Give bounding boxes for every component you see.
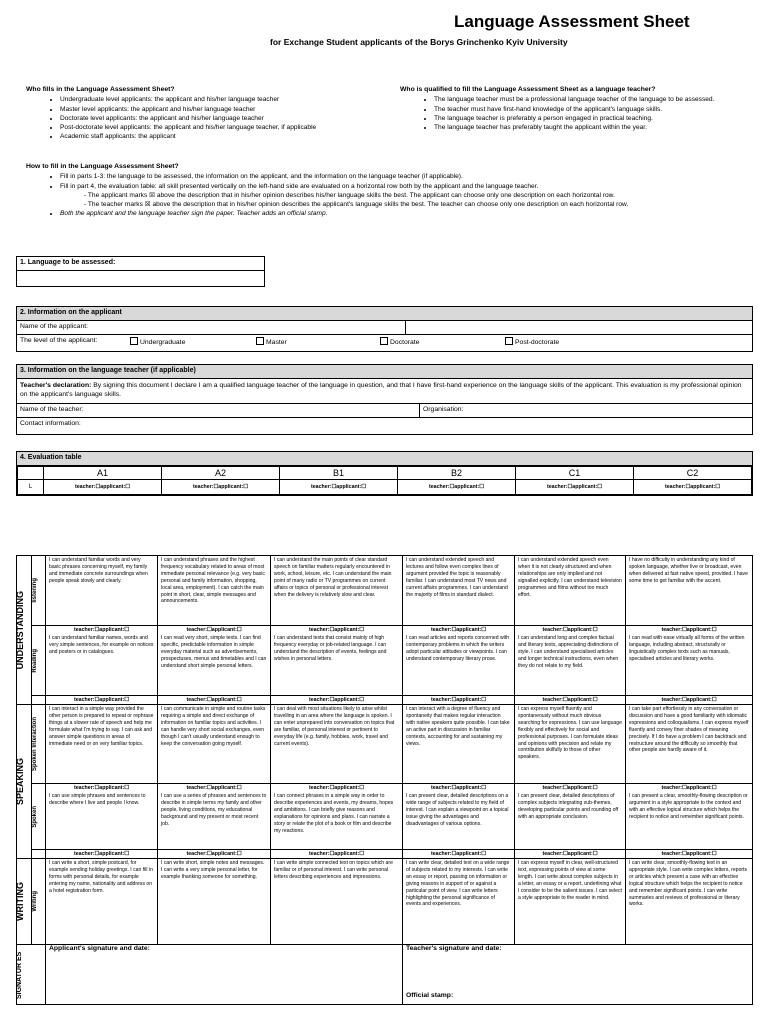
descriptor-cell: I can write clear, smoothly-flowing text in an appropriate style. I can write complex letters, reports or articles which present a case with an effective logical structure which helps the recipient to notice and remember significant points. I can write summaries and reviews of professional or literary works.: [626, 859, 753, 945]
tick-cell[interactable]: teacher:☐applicant:☐: [634, 480, 752, 495]
list-item: • The language teacher must be a professional language teacher of the language to be assessed.: [434, 95, 745, 104]
contact-label: Contact information:: [20, 420, 81, 427]
tick-label[interactable]: teacher:☐applicant:☐: [308, 785, 365, 791]
descriptor-cell: teacher:☐applicant:☐ I can understand familiar names, words and very simple sentences, for example on notices and posters or in catalogues.: [46, 626, 158, 696]
evaluation-section: [16, 451, 753, 496]
tick-label[interactable]: teacher:☐applicant:☐: [46, 850, 158, 859]
tick-label[interactable]: teacher:☐applicant:☐: [542, 627, 598, 633]
contact-row: [17, 418, 752, 432]
list-item: • Academic staff applicants: the applicant: [60, 132, 391, 141]
list-item: • Master level applicants: the applicant and his/her language teacher: [60, 105, 391, 114]
tick-label[interactable]: teacher:☐applicant:☐: [271, 696, 403, 705]
descriptor-cell: teacher:☐applicant:☐ I can present clear, detailed descriptions on a wide range of subjects related to my field of interest. I can explain a viewpoint on a topical issue giving the advantages and disadvantages of various options.: [403, 784, 515, 850]
descriptor-cell: I can understand the main points of clear standard speech on familiar matters regularly encountered in work, school, leisure, etc. I can understand the main point of many radio or TV programmes on current affairs or topics of personal or professional interest when the delivery is relatively slow and clear.: [271, 556, 403, 626]
list-item: • Fill in part 4, the evaluation table: all skill presented vertically on the left-hand side are evaluated on a horizontal row both by the applicant and the language teacher.: [60, 182, 746, 191]
official-stamp-label: Official stamp:: [406, 992, 454, 1000]
group-speaking: SPEAKING: [17, 705, 32, 859]
teacher-declaration-row: [17, 379, 752, 404]
list-item: • Doctorate level applicants: the applicant and his/her language teacher: [60, 114, 391, 123]
tick-label[interactable]: teacher:☐applicant:☐: [626, 850, 753, 859]
blank-cell: [18, 467, 44, 480]
descriptor-cell: I can express myself fluently and spontaneously without much obvious searching for expressions. I can use language flexibly and effectively for social and professional purposes. I can formulate ideas and opinions with precision and relate my contribution skilfully to those of other speakers.: [515, 705, 626, 784]
list-item: • The language teacher has preferably taught the applicant within the year.: [434, 123, 745, 132]
descriptor-cell: I can communicate in simple and routine tasks requiring a simple and direct exchange of information on familiar topics and activities. I can handle very short social exchanges, even though I can't usually understand enough to keep the conversation going myself.: [158, 705, 271, 784]
document-subtitle: for Exchange Student applicants of the Borys Grinchenko Kyiv University: [270, 37, 568, 47]
descriptor-cell: I can write clear, detailed text on a wide range of subjects related to my interests. I can write an essay or report, passing on information or giving reasons in support of or against a particular point of view. I can write letters highlighting the personal significance of events and experiences.: [403, 859, 515, 945]
blank-cell: [32, 696, 46, 705]
level-option-master[interactable]: Master: [255, 337, 287, 346]
blank-cell: [32, 850, 46, 859]
descriptor-cell: I can understand familiar words and very basic phrases concerning myself, my family and immediate concrete surroundings when people speak slowly and clearly.: [46, 556, 158, 626]
teacher-signature-label: Teacher's signature and date:: [406, 945, 502, 952]
level-option-doctorate[interactable]: Doctorate: [379, 337, 419, 346]
descriptor-cell: I can deal with most situations likely to arise whilst travelling in an area where the language is spoken. I can enter unprepared into conversation on topics that are familiar, of personal interest or pertinent to everyday life (e.g. family, hobbies, work, travel and current events).: [271, 705, 403, 784]
tick-label[interactable]: teacher:☐applicant:☐: [403, 696, 515, 705]
skill-spoken-production: Spoken: [32, 784, 46, 850]
teacher-signature-field[interactable]: [403, 945, 753, 1005]
applicant-heading: 2. Information on the applicant: [17, 307, 752, 321]
row-marker: L: [18, 480, 44, 495]
tick-cell[interactable]: teacher:☐applicant:☐: [516, 480, 634, 495]
how-to-heading: How to fill in the Language Assessment Sheet?: [26, 163, 179, 170]
descriptor-cell: I can write short, simple notes and messages. I can write a very simple personal letter, for example thanking someone for something.: [158, 859, 271, 945]
descriptor-cell: teacher:☐applicant:☐ I can read articles and reports concerned with contemporary problems in which the writers adopt particular attitudes or viewpoints. I can understand contemporary literary prose.: [403, 626, 515, 696]
level-option-post-doctorate[interactable]: Post-doctorate: [504, 337, 559, 346]
descriptor-cell: teacher:☐applicant:☐ I can understand long and complex factual and literary texts, appreciating distinctions of style. I can understand specialised articles and longer technical instructions, even when they do not relate to my field.: [515, 626, 626, 696]
group-signatures: SIGNATUR ES: [17, 945, 46, 1005]
descriptor-cell: I can understand phrases and the highest frequency vocabulary related to areas of most immediate personal relevance (e.g. very basic personal and family information, shopping, local area, employment). I can catch the main point in short, clear, simple messages and announcements.: [158, 556, 271, 626]
checkbox[interactable]: [130, 337, 138, 345]
language-heading: 1. Language to be assessed:: [17, 257, 264, 271]
tick-cell[interactable]: teacher:☐applicant:☐: [280, 480, 398, 495]
descriptor-cell: I have no difficulty in understanding any kind of spoken language, whether live or broadcast, even when delivered at fast native speed, provided. I have some time to get familiar with the accent.: [626, 556, 753, 626]
tick-label[interactable]: teacher:☐applicant:☐: [186, 785, 242, 791]
applicant-signature-field[interactable]: [46, 945, 403, 1005]
descriptor-cell: I can understand extended speech and lectures and follow even complex lines of argument provided the topic is reasonably familiar. I can understand most TV news and current affairs programmes. I can understand the majority of films in standard dialect.: [403, 556, 515, 626]
who-qualified-section: [400, 85, 745, 132]
descriptor-cell: teacher:☐applicant:☐ I can use simple phrases and sentences to describe where I live and people I know.: [46, 784, 158, 850]
level-a2: A2: [162, 467, 280, 480]
organisation-label: Organisation:: [419, 404, 463, 417]
tick-label[interactable]: teacher:☐applicant:☐: [158, 850, 271, 859]
teacher-name-row: [17, 404, 752, 418]
level-b2: B2: [398, 467, 516, 480]
teacher-name-label: Name of the teacher:: [20, 406, 84, 413]
list-item: • Fill in parts 1-3: the language to be assessed, the information on the applicant, and the information on the language teacher (if applicable).: [60, 172, 746, 181]
tick-label[interactable]: teacher:☐applicant:☐: [271, 850, 403, 859]
group-writing: WRITING: [17, 859, 32, 945]
level-c1: C1: [516, 467, 634, 480]
level-c2: C2: [634, 467, 752, 480]
descriptor-cell: teacher:☐applicant:☐ I can present clear, detailed descriptions of complex subjects integrating sub-themes, developing particular points and rounding off with an appropriate conclusion.: [515, 784, 626, 850]
descriptor-cell: teacher:☐applicant:☐ I can read with ease virtually all forms of the written language, including abstract, structurally or linguistically complex texts such as manuals, specialised articles and literary works.: [626, 626, 753, 696]
descriptor-cell: teacher:☐applicant:☐ I can use a series of phrases and sentences to describe in simple terms my family and other people, living conditions, my educational background and my present or most recent job.: [158, 784, 271, 850]
tick-label[interactable]: teacher:☐applicant:☐: [661, 627, 717, 633]
applicant-section: [16, 306, 753, 352]
tick-label[interactable]: teacher:☐applicant:☐: [626, 696, 753, 705]
skill-reading: Reading: [32, 626, 46, 696]
tick-label[interactable]: teacher:☐applicant:☐: [46, 696, 158, 705]
list-item: • The teacher must have first-hand knowledge of the applicant's language skills.: [434, 105, 745, 114]
skill-spoken-interaction: Spoken Interaction: [32, 705, 46, 784]
checkbox[interactable]: [256, 337, 264, 345]
tick-label[interactable]: teacher:☐applicant:☐: [542, 785, 598, 791]
teacher-section: [16, 364, 753, 435]
descriptor-cell: teacher:☐applicant:☐ I can read very short, simple texts. I can find specific, predictable information in simple everyday material such as advertisements, prospectuses, menus and timetables and I can understand short simple personal letters.: [158, 626, 271, 696]
descriptor-cell: teacher:☐applicant:☐ I can present a clear, smoothly-flowing description or argument in a style appropriate to the context and with an effective logical structure which helps the recipient to notice and remember significant points.: [626, 784, 753, 850]
evaluation-grid: [16, 555, 753, 1005]
skill-writing: Writing: [32, 859, 46, 945]
evaluation-levels: [17, 466, 752, 495]
tick-cell[interactable]: teacher:☐applicant:☐: [398, 480, 516, 495]
sign-instruction: • Both the applicant and the language teacher sign the paper. Teacher adds an official stamp.: [60, 209, 746, 218]
level-a1: A1: [44, 467, 162, 480]
who-fills-heading: Who fills in the Language Assessment Sheet?: [26, 86, 175, 93]
checkbox[interactable]: [505, 337, 513, 345]
descriptor-cell: I can express myself in clear, well-structured text, expressing points of view at some length. I can write about complex subjects in a letter, an essay or a report, underlining what I consider to be the salient issues. I can select a style appropriate to the reader in mind.: [515, 859, 626, 945]
applicant-name-row: [17, 321, 752, 335]
descriptor-cell: teacher:☐applicant:☐ I can connect phrases in a simple way in order to describe experiences and events, my dreams, hopes and ambitions. I can briefly give reasons and explanations for opinions and plans. I can narrate a story or relate the plot of a book or film and describe my reactions.: [271, 784, 403, 850]
list-item: • Undergraduate level applicants: the applicant and his/her language teacher: [60, 95, 391, 104]
level-option-undergraduate[interactable]: Undergraduate: [129, 337, 185, 346]
list-item: • The language teacher is preferably a person engaged in practical teaching.: [434, 114, 745, 123]
descriptor-cell: teacher:☐applicant:☐ I can understand texts that consist mainly of high frequency everyday or job-related language. I can understand the description of events, feelings and wishes in personal letters.: [271, 626, 403, 696]
tick-label[interactable]: teacher:☐applicant:☐: [73, 627, 130, 633]
level-b1: B1: [280, 467, 398, 480]
descriptor-cell: I can take part effortlessly in any conversation or discussion and have a good familiarity with idiomatic expressions and colloquialisms. I can express myself fluently and convey finer shades of meaning precisely. If I do have a problem I can backtrack and restructure around the difficulty so smoothly that other people are hardly aware of it.: [626, 705, 753, 784]
tick-label[interactable]: teacher:☐applicant:☐: [158, 696, 271, 705]
tick-label[interactable]: teacher:☐applicant:☐: [308, 627, 365, 633]
descriptor-cell: I can interact in a simple way provided the other person is prepared to repeat or rephrase things at a slower rate of speech and help me formulate what I'm trying to say. I can ask and answer simple questions in areas of immediate need or on very familiar topics.: [46, 705, 158, 784]
tick-label[interactable]: teacher:☐applicant:☐: [403, 850, 515, 859]
applicant-signature-label: Applicant's signature and date:: [49, 945, 150, 952]
tick-cell[interactable]: teacher:☐applicant:☐: [162, 480, 280, 495]
who-fills-section: [26, 85, 391, 142]
divider: [405, 321, 406, 334]
applicant-instruction: - The applicant marks ☒ above the description that in his/her opinion describes his/her language skills the best. The applicant can choose only one description on each horizontal row.: [84, 191, 615, 199]
teacher-heading: 3. Information on the language teacher (if applicable): [17, 365, 752, 379]
evaluation-heading: 4. Evaluation table: [17, 452, 752, 466]
tick-label[interactable]: teacher:☐applicant:☐: [73, 785, 130, 791]
applicant-level-row: [17, 335, 752, 349]
descriptor-cell: I can write a short, simple postcard, for example sending holiday greetings. I can fill in forms with personal details, for example entering my name, nationality and address on a hotel registration form.: [46, 859, 158, 945]
descriptor-cell: I can understand extended speech even when it is not clearly structured and when relationships are only implied and not signalled explicitly. I can understand television programmes and films without too much effort.: [515, 556, 626, 626]
teacher-instruction: - The teacher marks ☒ above the description that in his/her opinion describes the applicant's language skills the best. The teacher can choose only one description on each horizontal row.: [84, 201, 629, 209]
applicant-name-label: Name of the applicant:: [20, 323, 89, 330]
applicant-level-label: The level of the applicant:: [20, 337, 98, 344]
document-title: Language Assessment Sheet: [454, 12, 690, 31]
tick-label[interactable]: teacher:☐applicant:☐: [186, 627, 242, 633]
how-to-section: [26, 162, 746, 219]
language-section: [16, 256, 265, 287]
descriptor-cell: I can interact with a degree of fluency and spontaneity that makes regular interaction with native speakers quite possible. I can take an active part in discussion in familiar contexts, accounting for and sustaining my views.: [403, 705, 515, 784]
descriptor-cell: I can write simple connected text on topics which are familiar or of personal interest. I can write personal letters describing experiences and impressions.: [271, 859, 403, 945]
declaration-label: Teacher's declaration:: [20, 382, 92, 389]
declaration-text: By signing this document I declare I am a qualified language teacher of the language in question, and that I have first-hand experience on the language skills of the applicant. This evaluation is my professional opinion on the applicant's language skills.: [20, 382, 742, 398]
checkbox[interactable]: [380, 337, 388, 345]
tick-label[interactable]: teacher:☐applicant:☐: [515, 696, 626, 705]
skill-listening: listening: [32, 556, 46, 626]
list-item: • Post-doctorate level applicants: the applicant and his/her language teacher, if applicable: [60, 123, 391, 132]
who-qualified-heading: Who is qualified to fill the Language Assessment Sheet as a language teacher?: [400, 86, 656, 93]
tick-cell[interactable]: teacher:☐applicant:☐: [44, 480, 162, 495]
language-field[interactable]: [17, 271, 264, 286]
tick-label[interactable]: teacher:☐applicant:☐: [430, 627, 487, 633]
tick-label[interactable]: teacher:☐applicant:☐: [430, 785, 487, 791]
tick-label[interactable]: teacher:☐applicant:☐: [661, 785, 717, 791]
group-understanding: UNDERSTANDING: [17, 556, 32, 705]
tick-label[interactable]: teacher:☐applicant:☐: [515, 850, 626, 859]
